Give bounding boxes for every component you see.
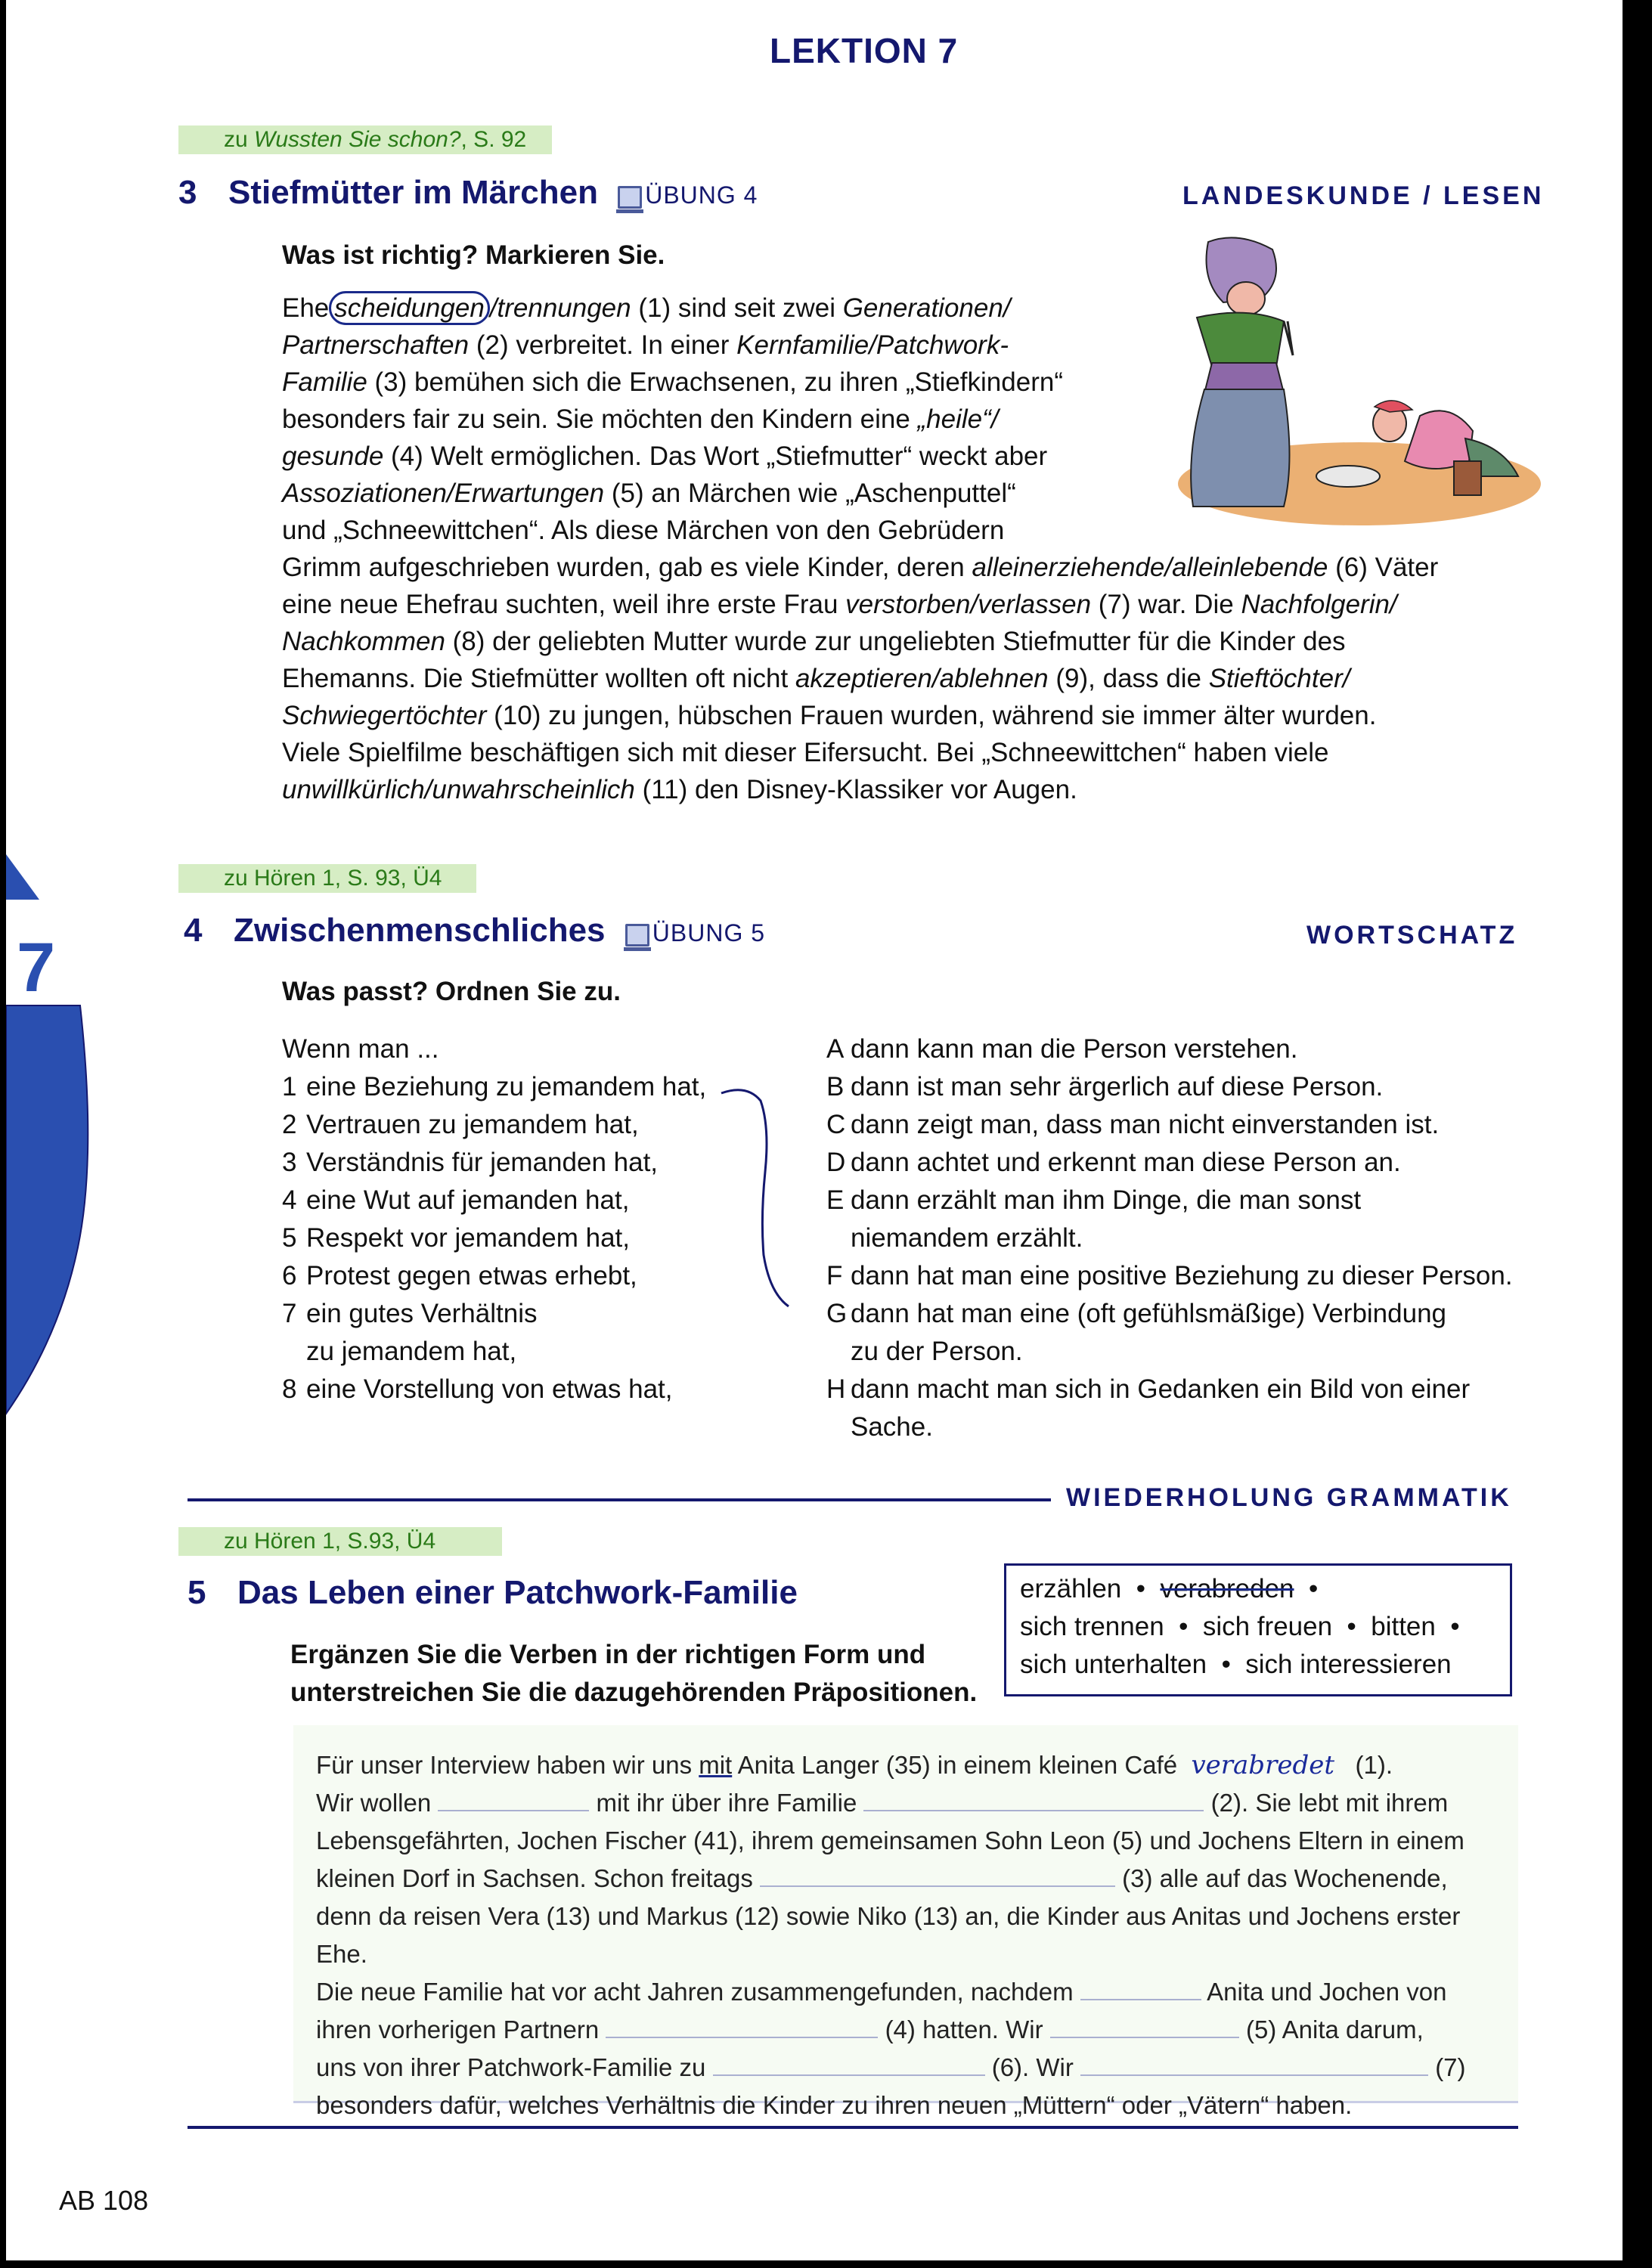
exercise-text — [316, 1746, 1511, 2124]
answer-option[interactable]: Partnerschaften — [282, 330, 470, 360]
word: sich unterhalten — [1020, 1650, 1207, 1679]
right-column-list — [826, 1030, 1513, 1446]
list-item[interactable]: 2 Vertrauen zu jemandem hat, — [282, 1110, 639, 1139]
text-line: Nachkommen (8) der geliebten Mutter wurde zur ungeliebten Stiefmutter für die Kinder des — [282, 627, 1346, 656]
side-tab-triangle — [6, 854, 39, 900]
answer-option[interactable]: Generationen/ — [842, 293, 1011, 323]
text-line: gesunde (4) Welt ermöglichen. Das Wort „Stiefmutter“ weckt aber — [282, 442, 1048, 471]
section3-heading — [178, 174, 758, 212]
list-item-continuation: zu jemandem hat, — [306, 1337, 517, 1366]
text-line: besonders dafür, welches Verhältnis die Kinder zu ihren neuen „Müttern“ oder „Vätern“ haben. — [316, 2091, 1353, 2119]
text-line: Die neue Familie hat vor acht Jahren zusammengefunden, nachdem Anita und Jochen von — [316, 1978, 1447, 2006]
answer-field-2b[interactable] — [863, 1787, 1204, 1811]
list-item[interactable]: 8 eine Vorstellung von etwas hat, — [282, 1374, 673, 1404]
word: bitten — [1371, 1612, 1436, 1641]
word: sich freuen — [1202, 1612, 1333, 1641]
reference-tag-section4: zu Hören 1, S. 93, Ü4 — [178, 864, 476, 893]
section-number: 5 — [188, 1574, 206, 1611]
answer-field-6[interactable] — [713, 2052, 985, 2076]
answer-field-5[interactable] — [1050, 2014, 1239, 2038]
text-line: Wir wollen mit ihr über ihre Familie (2). Sie lebt mit ihrem — [316, 1789, 1449, 1817]
text-line: Schwiegertöchter (10) zu jungen, hübschen Frauen wurden, während sie immer älter wurden. — [282, 701, 1377, 730]
side-tab-half-circle — [6, 1005, 88, 1414]
answer-option[interactable]: Schwiegertöchter — [282, 701, 487, 730]
list-item[interactable]: G dann hat man eine (oft gefühlsmäßige) Verbindung — [826, 1299, 1447, 1328]
list-item[interactable]: C dann zeigt man, dass man nicht einverstanden ist. — [826, 1110, 1440, 1139]
section3-text — [282, 290, 1522, 808]
answer-option[interactable]: alleinerziehende/alleinlebende — [972, 553, 1328, 582]
answer-option[interactable]: akzeptieren/ablehnen — [795, 664, 1049, 693]
chapter-number: 7 — [17, 929, 56, 1006]
section-title: Zwischenmenschliches — [234, 912, 606, 949]
answer-field-4a[interactable] — [1080, 1976, 1201, 2000]
category-label: WIEDERHOLUNG GRAMMATIK — [1066, 1483, 1512, 1512]
text-line: Grimm aufgeschrieben wurden, gab es viele Kinder, deren alleinerziehende/alleinlebende (6) Väter — [282, 553, 1439, 582]
section-number: 3 — [178, 174, 197, 211]
text-line: Ehe scheidungen /trennungen (1) sind seit zwei Generationen/ — [282, 290, 1522, 327]
list-item[interactable]: 6 Protest gegen etwas erhebt, — [282, 1261, 637, 1290]
list-intro: Wenn man ... — [282, 1034, 439, 1064]
word: sich interessieren — [1245, 1650, 1452, 1679]
answer-option[interactable]: unwillkürlich/unwahrscheinlich — [282, 775, 635, 804]
list-item-continuation: Sache. — [851, 1412, 933, 1442]
left-column-list — [282, 1030, 706, 1408]
answer-option[interactable]: Stieftöchter/ — [1208, 664, 1350, 693]
list-item[interactable]: 5 Respekt vor jemandem hat, — [282, 1223, 630, 1253]
list-item[interactable]: E dann erzählt man ihm Dinge, die man sonst — [826, 1185, 1362, 1215]
list-item[interactable]: 4 eine Wut auf jemanden hat, — [282, 1185, 630, 1215]
list-item[interactable]: 7 ein gutes Verhältnis — [282, 1299, 538, 1328]
instruction: Ergänzen Sie die Verben in der richtigen Form und unterstreichen Sie die dazugehörenden Präpositionen. — [290, 1640, 978, 1707]
word: sich trennen — [1020, 1612, 1164, 1641]
circled-answer: scheidungen — [329, 291, 490, 325]
exercise-reference[interactable]: ÜBUNG 4 — [618, 181, 758, 209]
answer-field-3[interactable] — [760, 1863, 1115, 1887]
text-line: Familie (3) bemühen sich die Erwachsenen, zu ihren „Stiefkindern“ — [282, 367, 1063, 397]
answer-option[interactable]: verstorben/verlassen — [845, 590, 1092, 619]
answer-field-1[interactable]: verabredet — [1191, 1750, 1334, 1780]
list-item[interactable]: 1 eine Beziehung zu jemandem hat, — [282, 1072, 707, 1101]
computer-icon — [625, 924, 649, 947]
instruction: Was ist richtig? Markieren Sie. — [282, 240, 665, 270]
list-item[interactable]: 3 Verständnis für jemanden hat, — [282, 1148, 659, 1177]
crossed-out-word: verabreden — [1160, 1574, 1294, 1603]
page-number: AB 108 — [59, 2185, 149, 2216]
bottom-rule — [188, 2126, 1518, 2129]
list-item-continuation: niemandem erzählt. — [851, 1223, 1083, 1253]
reference-tag-section5: zu Hören 1, S.93, Ü4 — [178, 1527, 502, 1556]
lesson-title: LEKTION 7 — [770, 31, 959, 70]
section5-heading — [188, 1574, 798, 1612]
reference-tag-section3: zu Wussten Sie schon?, S. 92 — [178, 125, 552, 154]
answer-option[interactable]: /trennungen — [489, 293, 631, 323]
answer-option[interactable]: „heile“/ — [917, 404, 999, 434]
answer-option[interactable]: Nachkommen — [282, 627, 445, 656]
text-line: Viele Spielfilme beschäftigen sich mit dieser Eifersucht. Bei „Schneewittchen“ haben viele — [282, 738, 1329, 767]
text-line: Lebensgefährten, Jochen Fischer (41), ihrem gemeinsamen Sohn Leon (5) und Jochens Eltern in einem — [316, 1826, 1464, 1854]
hand-drawn-match-line — [717, 1081, 792, 1323]
text-line: uns von ihrer Patchwork-Familie zu (6). Wir (7) — [316, 2053, 1466, 2081]
text-line: besonders fair zu sein. Sie möchten den Kindern eine „heile“/ — [282, 404, 999, 434]
list-item[interactable]: D dann achtet und erkennt man diese Person an. — [826, 1148, 1401, 1177]
underlined-preposition: mit — [699, 1751, 733, 1779]
text-line: Für unser Interview haben wir uns mit Anita Langer (35) in einem kleinen Café verabredet (1). — [316, 1750, 1393, 1780]
computer-icon — [618, 186, 642, 209]
answer-option[interactable]: Assoziationen/Erwartungen — [282, 479, 605, 508]
text-line: Partnerschaften (2) verbreitet. In einer Kernfamilie/Patchwork- — [282, 330, 1009, 360]
section-title: Stiefmütter im Märchen — [228, 174, 598, 211]
text-line: unwillkürlich/unwahrscheinlich (11) den Disney-Klassiker vor Augen. — [282, 775, 1077, 804]
category-label: WORTSCHATZ — [1306, 921, 1518, 950]
text-line: Ehemanns. Die Stiefmütter wollten oft nicht akzeptieren/ablehnen (9), dass die Stieftöchter/ — [282, 664, 1350, 693]
section4-heading — [184, 912, 765, 950]
text-line: ihren vorherigen Partnern (4) hatten. Wir (5) Anita darum, — [316, 2015, 1424, 2043]
answer-option[interactable]: Familie — [282, 367, 367, 397]
answer-option[interactable]: Kernfamilie/Patchwork- — [736, 330, 1009, 360]
instruction: Was passt? Ordnen Sie zu. — [282, 977, 621, 1006]
text-line: denn da reisen Vera (13) und Markus (12) sowie Niko (13) an, die Kinder aus Anitas und Jochens erster Ehe. — [316, 1902, 1461, 1968]
exercise-reference[interactable]: ÜBUNG 5 — [625, 919, 765, 947]
text-line: Assoziationen/Erwartungen (5) an Märchen wie „Aschenputtel“ — [282, 479, 1016, 508]
answer-field-2a[interactable] — [438, 1787, 589, 1811]
connector-curve — [721, 1090, 789, 1306]
list-item-continuation: zu der Person. — [851, 1337, 1023, 1366]
section-number: 4 — [184, 912, 203, 949]
answer-option[interactable]: Nachfolgerin/ — [1241, 590, 1397, 619]
text-line: und „Schneewittchen“. Als diese Märchen von den Gebrüdern — [282, 516, 1005, 545]
answer-field-4b[interactable] — [606, 2014, 878, 2038]
answer-option[interactable]: gesunde — [282, 442, 384, 471]
list-item[interactable]: B dann ist man sehr ärgerlich auf diese Person. — [826, 1072, 1384, 1101]
text-line: kleinen Dorf in Sachsen. Schon freitags (3) alle auf das Wochenende, — [316, 1864, 1448, 1892]
section-title: Das Leben einer Patchwork-Familie — [237, 1574, 798, 1611]
list-item[interactable]: F dann hat man eine positive Beziehung zu dieser Person. — [826, 1261, 1513, 1290]
list-item[interactable]: H dann macht man sich in Gedanken ein Bild von einer — [826, 1374, 1471, 1404]
category-label: LANDESKUNDE / LESEN — [1182, 181, 1545, 210]
answer-field-7[interactable] — [1080, 2052, 1428, 2076]
workbook-page — [6, 0, 1623, 2260]
list-item[interactable]: A dann kann man die Person verstehen. — [826, 1034, 1298, 1064]
word-box: erzählen • verabreden • sich trennen • sich freuen • bitten • sich unterhalten • sich interessieren — [1004, 1563, 1512, 1696]
text-line: eine neue Ehefrau suchten, weil ihre erste Frau verstorben/verlassen (7) war. Die Nachfolgerin/ — [282, 590, 1397, 619]
section-divider — [188, 1498, 1051, 1501]
exercise-text-box — [293, 1725, 1518, 2119]
word: erzählen — [1020, 1574, 1122, 1603]
